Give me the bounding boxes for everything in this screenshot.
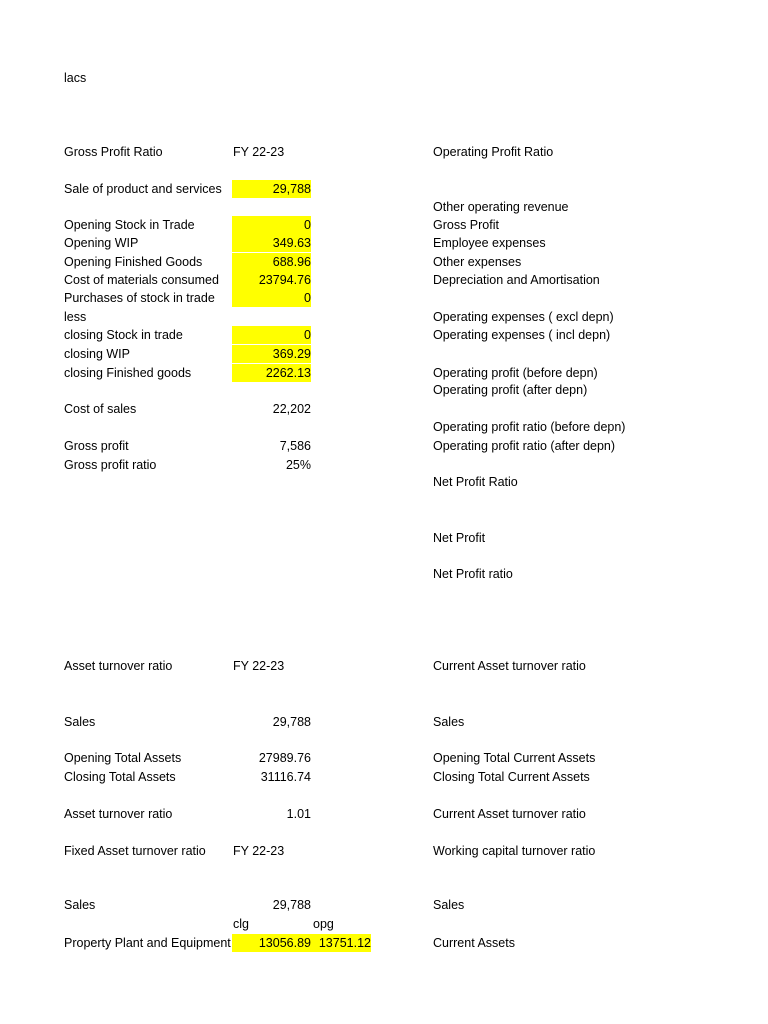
gross-profit-title: Gross Profit Ratio — [64, 145, 163, 159]
sales-value[interactable]: 29,788 — [232, 180, 311, 198]
opening-fg-label: Opening Finished Goods — [64, 255, 203, 269]
purchases-label: Purchases of stock in trade — [64, 291, 215, 305]
ppe-label: Property Plant and Equipment — [64, 936, 231, 950]
closing-fg-value[interactable]: 2262.13 — [232, 364, 311, 382]
other-expenses-label: Other expenses — [433, 255, 522, 269]
materials-label: Cost of materials consumed — [64, 273, 219, 287]
closing-total-assets-label: Closing Total Assets — [64, 770, 176, 784]
op-before-label: Operating profit (before depn) — [433, 366, 598, 380]
cat-sales-label: Sales — [433, 715, 465, 729]
working-capital-turnover-title: Working capital turnover ratio — [433, 844, 596, 858]
op-gross-profit-label: Gross Profit — [433, 218, 499, 232]
employee-expenses-label: Employee expenses — [433, 236, 546, 250]
current-assets-label: Current Assets — [433, 936, 515, 950]
wct-sales-label: Sales — [433, 898, 465, 912]
opex-excl-label: Operating expenses ( excl depn) — [433, 310, 614, 324]
fixed-asset-turnover-year: FY 22-23 — [233, 844, 285, 858]
unit-label: lacs — [64, 71, 87, 85]
op-after-label: Operating profit (after depn) — [433, 383, 588, 397]
opex-incl-label: Operating expenses ( incl depn) — [433, 328, 611, 342]
purchases-value[interactable]: 0 — [232, 289, 311, 307]
net-profit-title: Net Profit Ratio — [433, 475, 518, 489]
closing-wip-label: closing WIP — [64, 347, 130, 361]
opening-stock-value[interactable]: 0 — [232, 216, 311, 234]
opg-header: opg — [313, 917, 334, 931]
depreciation-label: Depreciation and Amortisation — [433, 273, 600, 287]
opening-total-assets-value: 27989.76 — [258, 751, 311, 765]
opening-wip-label: Opening WIP — [64, 236, 139, 250]
opening-current-assets-label: Opening Total Current Assets — [433, 751, 596, 765]
cost-of-sales-label: Cost of sales — [64, 402, 137, 416]
asset-turnover-ratio-label: Asset turnover ratio — [64, 807, 173, 821]
asset-turnover-title: Asset turnover ratio — [64, 659, 173, 673]
opening-total-assets-label: Opening Total Assets — [64, 751, 182, 765]
closing-total-assets-value: 31116.74 — [260, 770, 311, 784]
gross-profit-year: FY 22-23 — [233, 145, 285, 159]
asset-turnover-year: FY 22-23 — [233, 659, 285, 673]
other-revenue-label: Other operating revenue — [433, 200, 569, 214]
net-profit-ratio-label: Net Profit ratio — [433, 567, 513, 581]
less-label: less — [64, 310, 87, 324]
fixed-asset-turnover-title: Fixed Asset turnover ratio — [64, 844, 206, 858]
closing-current-assets-label: Closing Total Current Assets — [433, 770, 590, 784]
fat-sales-value: 29,788 — [272, 898, 311, 912]
closing-wip-value[interactable]: 369.29 — [232, 345, 311, 363]
ppe-opg-value[interactable]: 13751.12 — [311, 934, 371, 952]
ppe-clg-value[interactable]: 13056.89 — [232, 934, 311, 952]
closing-fg-label: closing Finished goods — [64, 366, 192, 380]
gross-profit-value: 7,586 — [279, 439, 311, 453]
closing-stock-value[interactable]: 0 — [232, 326, 311, 344]
gross-profit-ratio-label: Gross profit ratio — [64, 458, 157, 472]
sales-label: Sale of product and services — [64, 182, 222, 196]
operating-profit-title: Operating Profit Ratio — [433, 145, 554, 159]
opening-wip-value[interactable]: 349.63 — [232, 234, 311, 252]
at-sales-value: 29,788 — [272, 715, 311, 729]
cost-of-sales-value: 22,202 — [272, 402, 311, 416]
closing-stock-label: closing Stock in trade — [64, 328, 183, 342]
ratio-after-label: Operating profit ratio (after depn) — [433, 439, 616, 453]
at-sales-label: Sales — [64, 715, 96, 729]
ratio-before-label: Operating profit ratio (before depn) — [433, 420, 626, 434]
gross-profit-ratio-value: 25% — [285, 458, 311, 472]
current-asset-turnover-ratio-label: Current Asset turnover ratio — [433, 807, 586, 821]
materials-value[interactable]: 23794.76 — [232, 271, 311, 289]
current-asset-turnover-title: Current Asset turnover ratio — [433, 659, 586, 673]
opening-stock-label: Opening Stock in Trade — [64, 218, 195, 232]
opening-fg-value[interactable]: 688.96 — [232, 253, 311, 271]
gross-profit-label: Gross profit — [64, 439, 129, 453]
asset-turnover-ratio-value: 1.01 — [286, 807, 311, 821]
fat-sales-label: Sales — [64, 898, 96, 912]
clg-header: clg — [233, 917, 249, 931]
net-profit-label: Net Profit — [433, 531, 486, 545]
